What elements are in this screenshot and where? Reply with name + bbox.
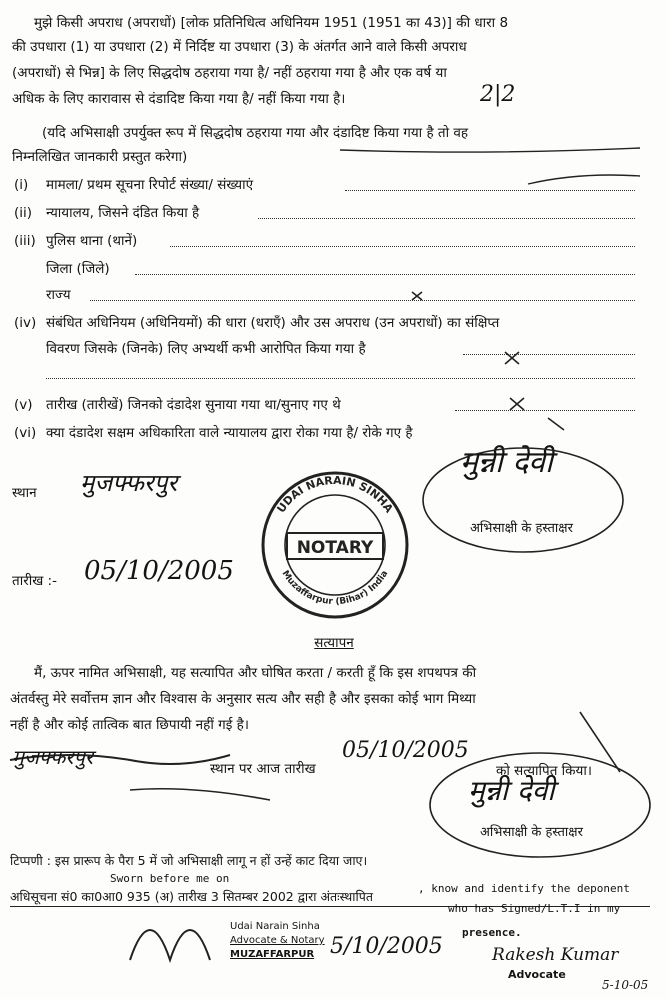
notary-city: MUZAFFARPUR bbox=[230, 949, 315, 960]
item-vi-num: (vi) bbox=[14, 425, 37, 441]
deponent-signature-label: अभिसाक्षी के हस्ताक्षर bbox=[470, 521, 573, 536]
verification-line1: मैं, ऊपर नामित अभिसाक्षी, यह सत्यापित और घोषित करता / करती हूँ कि इस शपथपत्र की bbox=[34, 665, 477, 681]
note-text: टिप्पणी : इस प्रारूप के पैरा 5 में जो अभिसाक्षी लागू न हों उन्हें काट दिया जाए। bbox=[10, 853, 368, 868]
notification-text: अधिसूचना सं0 का0आ0 935 (अ) तारीख 3 सितम्बर 2002 द्वारा अंतःस्थापित bbox=[10, 889, 373, 904]
item-vi-text: क्या दंडादेश सक्षम अधिकारिता वाले न्यायालय द्वारा रोका गया है/ रोके गए है bbox=[46, 425, 413, 441]
place-handwritten: मुजफ्फरपुर bbox=[80, 469, 178, 497]
notary-name: Udai Narain Sinha bbox=[230, 921, 320, 932]
verified-date-handwritten: 05/10/2005 bbox=[342, 738, 469, 763]
verified-place-handwritten: मुजफ्फरपुर bbox=[12, 745, 93, 769]
para1-line3: (अपराधों) से भिन्न] के लिए सिद्धदोष ठहराया गया है/ नहीं ठहराया गया है और एक वर्ष या bbox=[12, 65, 447, 81]
item-iii-num: (iii) bbox=[14, 233, 36, 249]
stamp-bottom-text: Muzaffarpur (Bihar) India bbox=[279, 568, 391, 608]
advocate-signature: Rakesh Kumar bbox=[492, 945, 619, 965]
advocate-label: Advocate bbox=[508, 968, 566, 981]
verification-line2: अंतर्वस्तु मेरे सर्वोत्तम ज्ञान और विश्वास के अनुसार सत्य और सही है और इसका कोई भाग मिथ्या bbox=[10, 691, 476, 707]
stamp-top-text: UDAI NARAIN SINHA bbox=[274, 473, 396, 516]
item-i-text: मामला/ प्रथम सूचना रिपोर्ट संख्या/ संख्याएं bbox=[46, 177, 254, 193]
presence-text: presence. bbox=[462, 926, 522, 939]
bottom-date-handwritten: 5/10/2005 bbox=[330, 934, 443, 959]
item-v-text: तारीख (तारीखें) जिनको दंडादेश सुनाया गया था/सुनाए गए थे bbox=[46, 397, 341, 413]
item-iii-state: राज्य bbox=[46, 287, 71, 303]
para1-line2: की उपधारा (1) या उपधारा (2) में निर्दिष्ट या उपधारा (3) के अंतर्गत आने वाले किसी अपराध bbox=[12, 39, 467, 55]
para1-handwritten: 2|2 bbox=[480, 82, 516, 107]
verification-title: सत्यापन bbox=[314, 635, 354, 651]
item-iv-text2: विवरण जिसके (जिनके) लिए अभ्यर्थी कभी आरोपित किया गया है bbox=[46, 341, 366, 357]
verification-line3: नहीं है और कोई तात्विक बात छिपायी नहीं गई है। bbox=[10, 717, 249, 733]
deponent-signature-label-2: अभिसाक्षी के हस्ताक्षर bbox=[480, 825, 583, 840]
para2-line1: (यदि अभिसाक्षी उपर्युक्त रूप में सिद्धदोष ठहराया गया और दंडादिष्ट किया गया है तो वह bbox=[42, 125, 469, 141]
item-ii-text: न्यायालय, जिसने दंडित किया है bbox=[46, 205, 200, 221]
notary-title: Advocate & Notary bbox=[230, 935, 325, 946]
item-iii-text: पुलिस थाना (थानें) bbox=[46, 233, 138, 249]
item-v-num: (v) bbox=[14, 397, 33, 413]
advocate-date: 5-10-05 bbox=[602, 978, 649, 992]
para2-line2: निम्नलिखित जानकारी प्रस्तुत करेगा) bbox=[12, 149, 188, 165]
verified-pre-text: स्थान पर आज तारीख bbox=[210, 761, 316, 777]
signed-text: who has Signed/L.T.I in my bbox=[448, 902, 621, 915]
identify-deponent-text: , know and identify the deponent bbox=[418, 882, 630, 895]
sworn-before-text: Sworn before me on bbox=[110, 872, 230, 885]
item-ii-num: (ii) bbox=[14, 205, 33, 221]
date-label: तारीख :- bbox=[12, 573, 57, 589]
stamp-center-text: NOTARY bbox=[296, 538, 374, 558]
item-i-num: (i) bbox=[14, 177, 29, 193]
deponent-signature: मुन्नी देवी bbox=[460, 445, 553, 480]
date-handwritten: 05/10/2005 bbox=[84, 556, 234, 586]
verified-post-text: को सत्यापित किया। bbox=[496, 763, 592, 779]
item-iv-text1: संबंधित अधिनियम (अधिनियमों) की धारा (धराएँ) और उस अपराध (उन अपराधों) का संक्षिप्त bbox=[46, 315, 500, 331]
item-iv-num: (iv) bbox=[14, 315, 37, 331]
para1-line4: अधिक के लिए कारावास से दंडादिष्ट किया गया है/ नहीं किया गया है। bbox=[12, 91, 346, 107]
para1-line1: मुझे किसी अपराध (अपराधों) [लोक प्रतिनिधित्व अधिनियम 1951 (1951 का 43)] की धारा 8 bbox=[34, 15, 509, 31]
item-iii-district: जिला (जिले) bbox=[46, 261, 110, 277]
deponent-signature-2: मुन्नी देवी bbox=[468, 774, 555, 807]
place-label: स्थान bbox=[12, 485, 37, 501]
